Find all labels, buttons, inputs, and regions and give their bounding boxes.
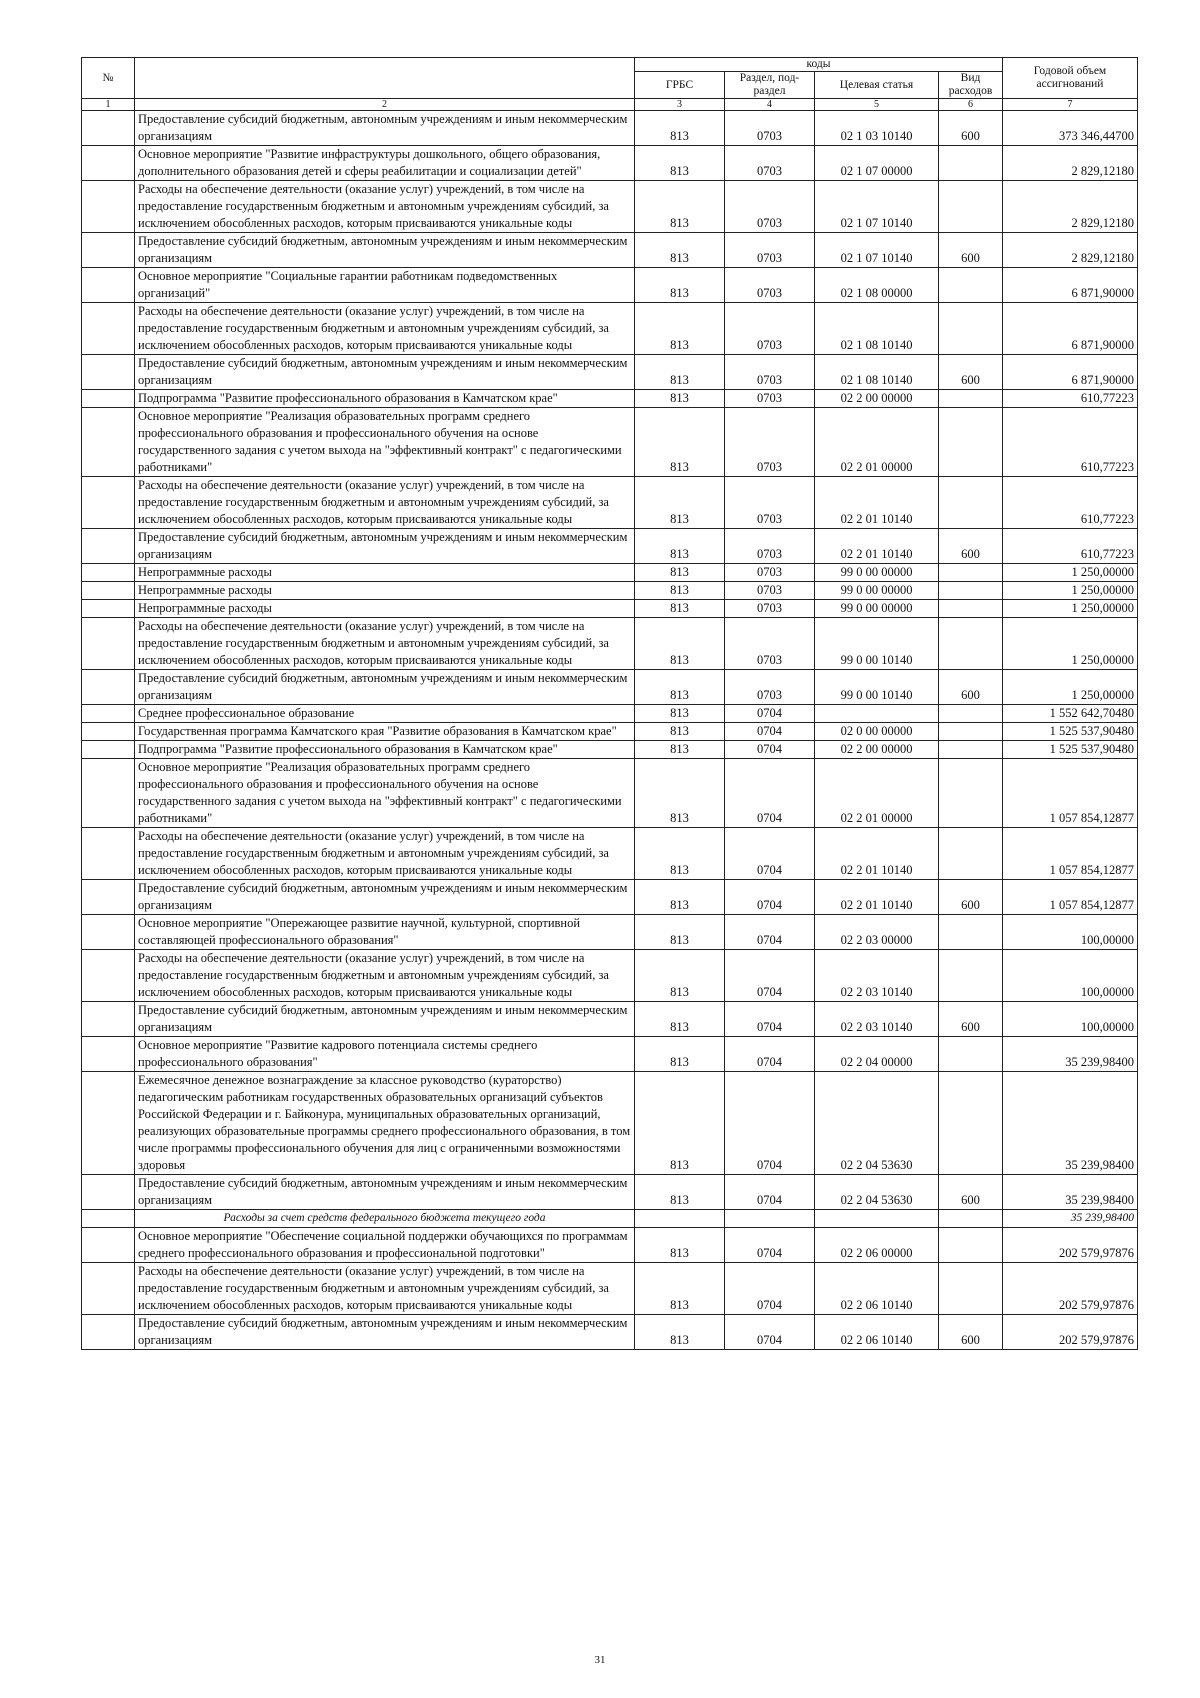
row-target-article: 99 0 00 10140 (815, 670, 939, 705)
row-expense-type (939, 828, 1003, 880)
column-index: 6 (939, 99, 1003, 111)
row-number-cell (82, 723, 135, 741)
row-expense-type: 600 (939, 1175, 1003, 1210)
row-expense-type (939, 915, 1003, 950)
row-razdel-code: 0703 (725, 146, 815, 181)
row-annual-sum: 35 239,98400 (1003, 1037, 1138, 1072)
row-annual-sum: 610,77223 (1003, 390, 1138, 408)
row-expense-type (939, 303, 1003, 355)
row-annual-sum: 202 579,97876 (1003, 1228, 1138, 1263)
column-index: 2 (135, 99, 635, 111)
row-description: Расходы на обеспечение деятельности (оказание услуг) учреждений, в том числе на предоставление государственным бюджетным и автономным учреждениям субсидий, за исключением обособленных расходов, которым присваиваются уникальные коды (135, 1263, 635, 1315)
row-target-article: 02 2 01 10140 (815, 880, 939, 915)
column-index: 4 (725, 99, 815, 111)
row-description: Непрограммные расходы (135, 564, 635, 582)
row-number-cell (82, 564, 135, 582)
table-row (82, 303, 1138, 355)
column-index: 1 (82, 99, 135, 111)
row-expense-type (939, 600, 1003, 618)
row-razdel-code: 0703 (725, 303, 815, 355)
row-description: Основное мероприятие "Обеспечение социальной поддержки обучающихся по программам среднего профессионального образования и профессиональной подготовки" (135, 1228, 635, 1263)
row-description: Подпрограмма "Развитие профессионального образования в Камчатском крае" (135, 741, 635, 759)
row-number-cell (82, 1210, 135, 1228)
row-expense-type (939, 408, 1003, 477)
row-grbs-code (635, 1210, 725, 1228)
row-number-cell (82, 1263, 135, 1315)
header-vid: Вид расходов (939, 72, 1003, 99)
row-grbs-code: 813 (635, 233, 725, 268)
row-annual-sum: 100,00000 (1003, 915, 1138, 950)
row-target-article: 02 2 06 10140 (815, 1263, 939, 1315)
row-description: Предоставление субсидий бюджетным, автономным учреждениям и иным некоммерческим организациям (135, 355, 635, 390)
row-target-article: 02 2 01 00000 (815, 408, 939, 477)
row-annual-sum: 1 250,00000 (1003, 582, 1138, 600)
row-number-cell (82, 146, 135, 181)
row-target-article: 02 2 06 00000 (815, 1228, 939, 1263)
row-number-cell (82, 600, 135, 618)
row-annual-sum: 2 829,12180 (1003, 233, 1138, 268)
row-description: Предоставление субсидий бюджетным, автономным учреждениям и иным некоммерческим организациям (135, 670, 635, 705)
row-expense-type (939, 1072, 1003, 1175)
row-razdel-code: 0704 (725, 1037, 815, 1072)
table-row (82, 950, 1138, 1002)
row-annual-sum: 610,77223 (1003, 529, 1138, 564)
row-number-cell (82, 1037, 135, 1072)
row-description: Основное мероприятие "Реализация образовательных программ среднего профессионального образования и профессионального обучения на основе государственного задания с учетом выхода на "эффективный контракт" с педагогическими работниками" (135, 408, 635, 477)
row-expense-type: 600 (939, 529, 1003, 564)
row-annual-sum: 1 525 537,90480 (1003, 723, 1138, 741)
row-description: Непрограммные расходы (135, 600, 635, 618)
row-description: Предоставление субсидий бюджетным, автономным учреждениям и иным некоммерческим организациям (135, 1002, 635, 1037)
row-number-cell (82, 828, 135, 880)
row-target-article (815, 1210, 939, 1228)
row-annual-sum: 100,00000 (1003, 950, 1138, 1002)
table-row (82, 741, 1138, 759)
row-target-article: 02 2 04 00000 (815, 1037, 939, 1072)
row-razdel-code: 0703 (725, 477, 815, 529)
row-razdel-code: 0703 (725, 181, 815, 233)
row-annual-sum: 202 579,97876 (1003, 1263, 1138, 1315)
row-expense-type (939, 564, 1003, 582)
row-annual-sum: 1 057 854,12877 (1003, 828, 1138, 880)
row-annual-sum: 1 057 854,12877 (1003, 759, 1138, 828)
row-razdel-code: 0704 (725, 1072, 815, 1175)
row-razdel-code: 0703 (725, 600, 815, 618)
row-annual-sum: 2 829,12180 (1003, 181, 1138, 233)
row-expense-type (939, 950, 1003, 1002)
row-annual-sum: 35 239,98400 (1003, 1072, 1138, 1175)
page-number: 31 (594, 1654, 606, 1666)
row-grbs-code: 813 (635, 1175, 725, 1210)
row-number-cell (82, 915, 135, 950)
row-target-article: 99 0 00 00000 (815, 600, 939, 618)
row-description: Предоставление субсидий бюджетным, автономным учреждениям и иным некоммерческим организациям (135, 1175, 635, 1210)
row-expense-type (939, 582, 1003, 600)
row-number-cell (82, 1228, 135, 1263)
row-grbs-code: 813 (635, 268, 725, 303)
row-razdel-code: 0704 (725, 723, 815, 741)
row-razdel-code: 0704 (725, 1228, 815, 1263)
row-annual-sum: 1 250,00000 (1003, 618, 1138, 670)
header-celevaya: Целевая статья (815, 72, 939, 99)
row-grbs-code: 813 (635, 564, 725, 582)
row-description: Расходы на обеспечение деятельности (оказание услуг) учреждений, в том числе на предоставление государственным бюджетным и автономным учреждениям субсидий, за исключением обособленных расходов, которым присваиваются уникальные коды (135, 477, 635, 529)
row-target-article: 02 2 01 10140 (815, 477, 939, 529)
row-expense-type: 600 (939, 670, 1003, 705)
budget-allocation-table (81, 57, 1138, 1350)
row-grbs-code: 813 (635, 1037, 725, 1072)
row-target-article: 99 0 00 10140 (815, 618, 939, 670)
row-target-article: 02 1 08 10140 (815, 303, 939, 355)
row-description: Государственная программа Камчатского края "Развитие образования в Камчатском крае" (135, 723, 635, 741)
row-number-cell (82, 355, 135, 390)
row-grbs-code: 813 (635, 181, 725, 233)
row-description: Основное мероприятие "Социальные гарантии работникам подведомственных организаций" (135, 268, 635, 303)
row-expense-type (939, 705, 1003, 723)
table-row (82, 670, 1138, 705)
row-expense-type (939, 146, 1003, 181)
row-description: Предоставление субсидий бюджетным, автономным учреждениям и иным некоммерческим организациям (135, 880, 635, 915)
row-number-cell (82, 1072, 135, 1175)
row-grbs-code: 813 (635, 1263, 725, 1315)
row-description: Основное мероприятие "Реализация образовательных программ среднего профессионального образования и профессионального обучения на основе государственного задания с учетом выхода на "эффективный контракт" с педагогическими работниками" (135, 759, 635, 828)
row-grbs-code: 813 (635, 1315, 725, 1350)
row-annual-sum: 6 871,90000 (1003, 268, 1138, 303)
row-description: Расходы на обеспечение деятельности (оказание услуг) учреждений, в том числе на предоставление государственным бюджетным и автономным учреждениям субсидий, за исключением обособленных расходов, которым присваиваются уникальные коды (135, 618, 635, 670)
table-row (82, 529, 1138, 564)
row-number-cell (82, 880, 135, 915)
row-annual-sum: 1 250,00000 (1003, 600, 1138, 618)
row-target-article (815, 705, 939, 723)
table-row (82, 880, 1138, 915)
column-index-row (82, 99, 1138, 111)
row-grbs-code: 813 (635, 146, 725, 181)
row-grbs-code: 813 (635, 303, 725, 355)
row-expense-type: 600 (939, 1315, 1003, 1350)
row-description: Предоставление субсидий бюджетным, автономным учреждениям и иным некоммерческим организациям (135, 529, 635, 564)
row-annual-sum: 1 525 537,90480 (1003, 741, 1138, 759)
table-row (82, 1037, 1138, 1072)
header-annual-sum: Годовой объем ассигнований (1003, 58, 1138, 99)
row-number-cell (82, 111, 135, 146)
row-expense-type (939, 741, 1003, 759)
row-annual-sum: 202 579,97876 (1003, 1315, 1138, 1350)
row-annual-sum: 373 346,44700 (1003, 111, 1138, 146)
table-row (82, 564, 1138, 582)
row-annual-sum: 35 239,98400 (1003, 1175, 1138, 1210)
row-description: Расходы на обеспечение деятельности (оказание услуг) учреждений, в том числе на предоставление государственным бюджетным и автономным учреждениям субсидий, за исключением обособленных расходов, которым присваиваются уникальные коды (135, 181, 635, 233)
row-description: Расходы за счет средств федерального бюджета текущего года (135, 1210, 635, 1228)
row-target-article: 02 1 08 00000 (815, 268, 939, 303)
row-target-article: 02 2 00 00000 (815, 741, 939, 759)
row-number-cell (82, 268, 135, 303)
table-row (82, 1002, 1138, 1037)
table-row (82, 828, 1138, 880)
row-grbs-code: 813 (635, 915, 725, 950)
row-description: Непрограммные расходы (135, 582, 635, 600)
table-row (82, 705, 1138, 723)
table-row (82, 618, 1138, 670)
row-number-cell (82, 741, 135, 759)
row-annual-sum: 1 552 642,70480 (1003, 705, 1138, 723)
row-target-article: 02 2 03 10140 (815, 950, 939, 1002)
row-grbs-code: 813 (635, 670, 725, 705)
row-expense-type (939, 759, 1003, 828)
row-target-article: 02 1 07 10140 (815, 181, 939, 233)
row-razdel-code: 0704 (725, 1263, 815, 1315)
row-number-cell (82, 303, 135, 355)
header-grbs: ГРБС (635, 72, 725, 99)
table-row (82, 600, 1138, 618)
row-number-cell (82, 233, 135, 268)
table-body (82, 111, 1138, 1350)
row-grbs-code: 813 (635, 355, 725, 390)
table-row (82, 582, 1138, 600)
row-razdel-code: 0703 (725, 111, 815, 146)
table-row (82, 1072, 1138, 1175)
row-razdel-code: 0703 (725, 670, 815, 705)
row-grbs-code: 813 (635, 408, 725, 477)
row-target-article: 02 0 00 00000 (815, 723, 939, 741)
row-annual-sum: 35 239,98400 (1003, 1210, 1138, 1228)
row-number-cell (82, 582, 135, 600)
row-number-cell (82, 408, 135, 477)
row-annual-sum: 610,77223 (1003, 408, 1138, 477)
row-razdel-code: 0704 (725, 1175, 815, 1210)
row-target-article: 02 2 04 53630 (815, 1175, 939, 1210)
row-razdel-code: 0704 (725, 880, 815, 915)
row-description: Расходы на обеспечение деятельности (оказание услуг) учреждений, в том числе на предоставление государственным бюджетным и автономным учреждениям субсидий, за исключением обособленных расходов, которым присваиваются уникальные коды (135, 303, 635, 355)
table-row (82, 181, 1138, 233)
table-row (82, 390, 1138, 408)
row-annual-sum: 2 829,12180 (1003, 146, 1138, 181)
row-grbs-code: 813 (635, 950, 725, 1002)
row-grbs-code: 813 (635, 529, 725, 564)
row-description: Расходы на обеспечение деятельности (оказание услуг) учреждений, в том числе на предоставление государственным бюджетным и автономным учреждениям субсидий, за исключением обособленных расходов, которым присваиваются уникальные коды (135, 828, 635, 880)
row-annual-sum: 6 871,90000 (1003, 303, 1138, 355)
row-target-article: 02 1 07 10140 (815, 233, 939, 268)
row-number-cell (82, 705, 135, 723)
row-annual-sum: 1 250,00000 (1003, 564, 1138, 582)
row-expense-type (939, 268, 1003, 303)
row-description: Подпрограмма "Развитие профессионального образования в Камчатском крае" (135, 390, 635, 408)
table-row (82, 1263, 1138, 1315)
row-number-cell (82, 477, 135, 529)
row-razdel-code: 0703 (725, 408, 815, 477)
row-expense-type (939, 181, 1003, 233)
table-row (82, 759, 1138, 828)
row-target-article: 02 2 01 10140 (815, 828, 939, 880)
table-row (82, 233, 1138, 268)
row-expense-type (939, 477, 1003, 529)
row-expense-type (939, 1228, 1003, 1263)
table-row (82, 477, 1138, 529)
table-row (82, 1210, 1138, 1228)
row-target-article: 02 2 00 00000 (815, 390, 939, 408)
row-description: Основное мероприятие "Опережающее развитие научной, культурной, спортивной составляющей профессионального образования" (135, 915, 635, 950)
row-description: Предоставление субсидий бюджетным, автономным учреждениям и иным некоммерческим организациям (135, 233, 635, 268)
row-expense-type (939, 723, 1003, 741)
row-grbs-code: 813 (635, 828, 725, 880)
row-number-cell (82, 1315, 135, 1350)
row-annual-sum: 1 057 854,12877 (1003, 880, 1138, 915)
row-razdel-code (725, 1210, 815, 1228)
row-razdel-code: 0703 (725, 390, 815, 408)
row-number-cell (82, 618, 135, 670)
row-target-article: 02 1 07 00000 (815, 146, 939, 181)
header-number: № (82, 58, 135, 99)
row-target-article: 02 2 03 00000 (815, 915, 939, 950)
row-expense-type (939, 618, 1003, 670)
row-razdel-code: 0704 (725, 1315, 815, 1350)
header-description (135, 58, 635, 99)
row-razdel-code: 0704 (725, 1002, 815, 1037)
table-row (82, 1228, 1138, 1263)
row-number-cell (82, 950, 135, 1002)
row-description: Ежемесячное денежное вознаграждение за классное руководство (кураторство) педагогическим работникам государственных образовательных организаций субъектов Российской Федерации и г. Байконура, муниципальных образовательных организаций, реализующих образовательные программы среднего профессионального образования, в том числе программы профессионального обучения для лиц с ограниченными возможностями здоровья (135, 1072, 635, 1175)
row-description: Предоставление субсидий бюджетным, автономным учреждениям и иным некоммерческим организациям (135, 1315, 635, 1350)
row-razdel-code: 0703 (725, 268, 815, 303)
table-row (82, 1315, 1138, 1350)
row-expense-type: 600 (939, 1002, 1003, 1037)
header-razdel: Раздел, под-раздел (725, 72, 815, 99)
row-razdel-code: 0703 (725, 618, 815, 670)
row-grbs-code: 813 (635, 1002, 725, 1037)
row-grbs-code: 813 (635, 477, 725, 529)
table-row (82, 915, 1138, 950)
row-target-article: 02 2 01 00000 (815, 759, 939, 828)
row-razdel-code: 0703 (725, 233, 815, 268)
row-target-article: 02 2 01 10140 (815, 529, 939, 564)
row-target-article: 02 1 03 10140 (815, 111, 939, 146)
row-target-article: 02 1 08 10140 (815, 355, 939, 390)
row-grbs-code: 813 (635, 741, 725, 759)
table-row (82, 355, 1138, 390)
row-grbs-code: 813 (635, 1072, 725, 1175)
row-expense-type: 600 (939, 233, 1003, 268)
column-index: 5 (815, 99, 939, 111)
row-annual-sum: 6 871,90000 (1003, 355, 1138, 390)
row-razdel-code: 0703 (725, 564, 815, 582)
row-target-article: 99 0 00 00000 (815, 564, 939, 582)
row-expense-type (939, 1263, 1003, 1315)
row-target-article: 02 2 06 10140 (815, 1315, 939, 1350)
row-grbs-code: 813 (635, 618, 725, 670)
row-number-cell (82, 1175, 135, 1210)
row-annual-sum: 610,77223 (1003, 477, 1138, 529)
row-grbs-code: 813 (635, 723, 725, 741)
row-annual-sum: 1 250,00000 (1003, 670, 1138, 705)
row-grbs-code: 813 (635, 880, 725, 915)
row-grbs-code: 813 (635, 390, 725, 408)
row-number-cell (82, 390, 135, 408)
row-razdel-code: 0704 (725, 828, 815, 880)
row-razdel-code: 0704 (725, 759, 815, 828)
row-razdel-code: 0703 (725, 582, 815, 600)
row-expense-type (939, 1037, 1003, 1072)
column-index: 3 (635, 99, 725, 111)
table-row (82, 408, 1138, 477)
row-grbs-code: 813 (635, 705, 725, 723)
row-razdel-code: 0703 (725, 529, 815, 564)
row-grbs-code: 813 (635, 600, 725, 618)
row-target-article: 02 2 03 10140 (815, 1002, 939, 1037)
row-description: Среднее профессиональное образование (135, 705, 635, 723)
row-razdel-code: 0704 (725, 950, 815, 1002)
table-row (82, 146, 1138, 181)
row-number-cell (82, 759, 135, 828)
row-number-cell (82, 670, 135, 705)
row-description: Основное мероприятие "Развитие кадрового потенциала системы среднего профессионального образования" (135, 1037, 635, 1072)
row-grbs-code: 813 (635, 1228, 725, 1263)
row-number-cell (82, 181, 135, 233)
row-annual-sum: 100,00000 (1003, 1002, 1138, 1037)
row-grbs-code: 813 (635, 111, 725, 146)
table-row (82, 1175, 1138, 1210)
row-description: Основное мероприятие "Развитие инфраструктуры дошкольного, общего образования, дополнительного образования детей и сферы реабилитации и социализации детей" (135, 146, 635, 181)
table-row (82, 268, 1138, 303)
header-codes: коды (635, 58, 1003, 72)
row-expense-type: 600 (939, 355, 1003, 390)
row-expense-type (939, 1210, 1003, 1228)
row-razdel-code: 0704 (725, 915, 815, 950)
row-razdel-code: 0704 (725, 705, 815, 723)
row-grbs-code: 813 (635, 582, 725, 600)
row-number-cell (82, 1002, 135, 1037)
table-row (82, 111, 1138, 146)
table-row (82, 723, 1138, 741)
row-target-article: 99 0 00 00000 (815, 582, 939, 600)
row-expense-type: 600 (939, 880, 1003, 915)
row-expense-type: 600 (939, 111, 1003, 146)
row-expense-type (939, 390, 1003, 408)
row-target-article: 02 2 04 53630 (815, 1072, 939, 1175)
row-description: Предоставление субсидий бюджетным, автономным учреждениям и иным некоммерческим организациям (135, 111, 635, 146)
row-razdel-code: 0703 (725, 355, 815, 390)
row-number-cell (82, 529, 135, 564)
row-razdel-code: 0704 (725, 741, 815, 759)
row-grbs-code: 813 (635, 759, 725, 828)
row-description: Расходы на обеспечение деятельности (оказание услуг) учреждений, в том числе на предоставление государственным бюджетным и автономным учреждениям субсидий, за исключением обособленных расходов, которым присваиваются уникальные коды (135, 950, 635, 1002)
column-index: 7 (1003, 99, 1138, 111)
